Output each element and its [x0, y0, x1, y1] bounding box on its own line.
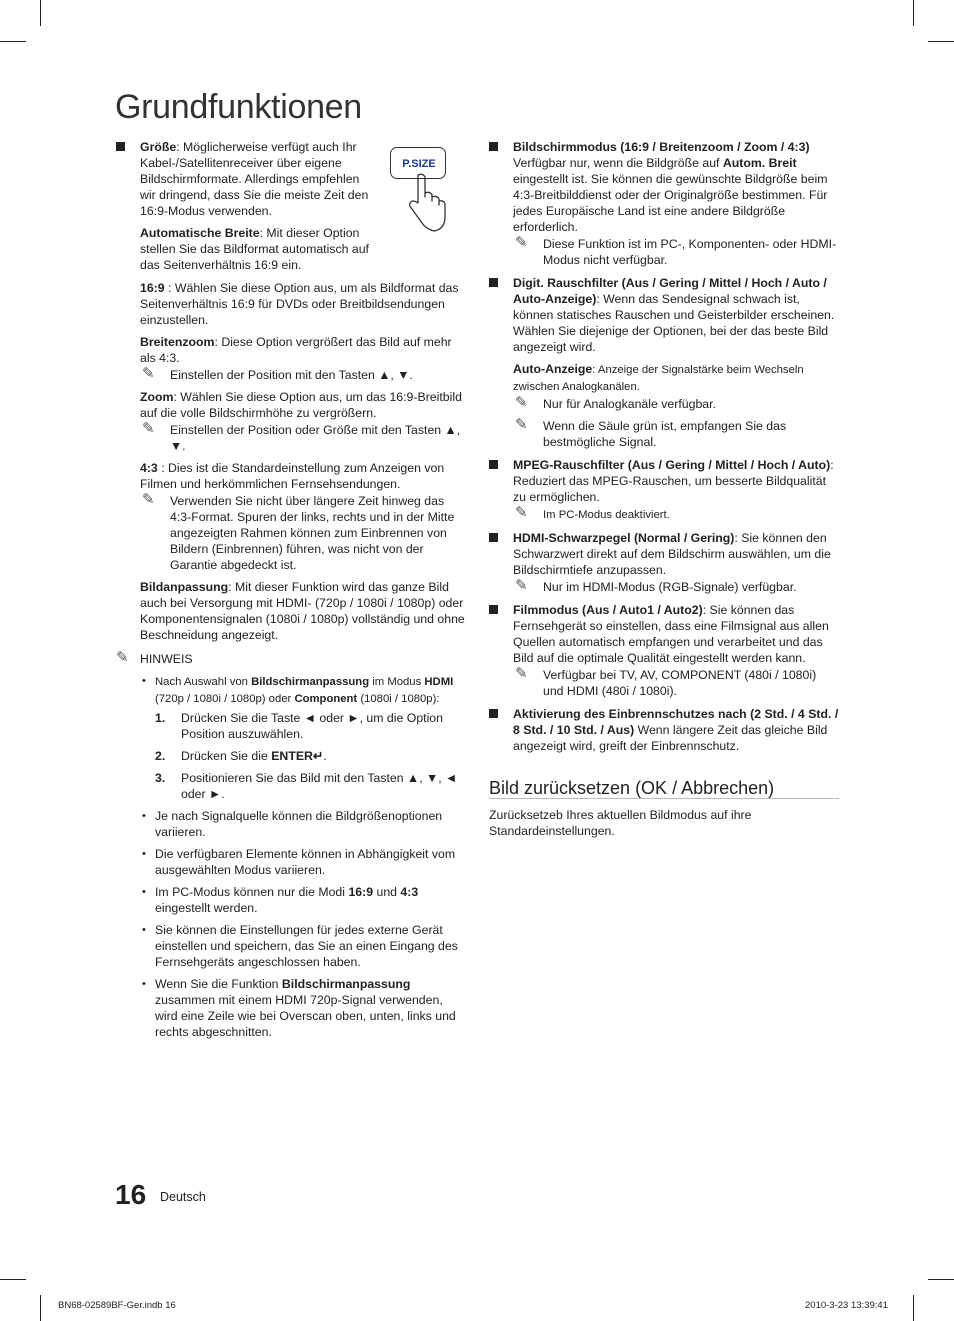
paragraph: Bildanpassung: Mit dieser Funktion wird das ganze Bild auch bei Versorgung mit HDMI- (720p / 1080i / 1080p) oder Komponentensignalen (1080i / 1080p) vollständig und ohne Beschneidung angezeigt. — [140, 580, 465, 642]
section-mpeg-rauschfilter — [489, 457, 839, 523]
paragraph: 4:3 : Dies ist die Standardeinstellung zum Anzeigen von Filmen und herkömmlichen Fernsehsendungen. — [140, 461, 445, 491]
crop-mark — [40, 0, 41, 26]
list-item: • Nach Auswahl von Bildschirmanpassung im Modus HDMI (720p / 1080i / 1080p) oder Component (1080i / 1080p): 1. Drücken Sie die Taste ◄ oder ►, um die Option Position auszuwählen. 2. Drücken Sie die ENTER↵. 3. Positionieren Sie das Bild mit den Tasten ▲, ▼, ◄ oder ►. — [140, 673, 468, 802]
square-bullet — [489, 605, 498, 614]
hinweis-heading: ✎ HINWEIS — [116, 649, 193, 666]
paragraph: Zurücksetzeb Ihres aktuellen Bildmodus auf ihre Standardeinstellungen. — [489, 808, 752, 838]
page-title: Grundfunktionen — [115, 88, 362, 126]
pencil-icon: ✎ — [515, 394, 528, 411]
dot-bullet: • — [142, 848, 146, 860]
list-item: • Je nach Signalquelle können die Bildgrößenoptionen variieren. — [142, 809, 443, 839]
pencil-icon: ✎ — [116, 649, 129, 666]
note: ✎ Einstellen der Position mit den Tasten ▲, ▼. — [142, 365, 413, 382]
paragraph: HDMI-Schwarzpegel (Normal / Gering): Sie können den Schwarzwert direkt auf dem Bildschirm auswählen, um die Bildschirmtiefe anzupassen. — [513, 531, 831, 577]
square-bullet — [489, 460, 498, 469]
paragraph: Aktivierung des Einbrennschutzes nach (2 Std. / 4 Std. / 8 Std. / 10 Std. / Aus) Wenn längere Zeit das gleiche Bild angezeigt wird, greift der Einbrennschutz. — [513, 707, 839, 753]
crop-mark — [928, 41, 954, 42]
note: ✎ Nur im HDMI-Modus (RGB-Signale) verfügbar. — [515, 577, 797, 594]
note: ✎ Nur für Analogkanäle verfügbar. — [515, 394, 716, 411]
hinweis-list — [116, 673, 468, 1040]
print-slug-left: BN68-02589BF-Ger.indb 16 — [58, 1300, 176, 1311]
crop-mark — [0, 1279, 26, 1280]
section-filmmodus — [489, 602, 839, 699]
step-1: 1. Drücken Sie die Taste ◄ oder ►, um die Option Position auszuwählen. — [155, 711, 443, 741]
step-3: 3. Positionieren Sie das Bild mit den Tasten ▲, ▼, ◄ oder ►. — [155, 771, 458, 801]
pencil-icon: ✎ — [142, 365, 155, 382]
section-hdmi-schwarzpegel — [489, 530, 839, 595]
pencil-icon: ✎ — [515, 416, 528, 433]
note: ✎ Wenn die Säule grün ist, empfangen Sie das bestmögliche Signal. — [515, 416, 787, 449]
paragraph: Größe: Möglicherweise verfügt auch Ihr Kabel-/Satellitenreceiver über eigene Bildschirmformate. Allerdings empfehlen wir dringend, dass Sie die meiste Zeit den 16:9-Modus verwenden. — [140, 140, 369, 218]
pencil-icon: ✎ — [515, 577, 528, 594]
section-groesse — [116, 139, 468, 273]
square-bullet — [116, 142, 125, 151]
square-bullet — [489, 278, 498, 287]
enter-icon: ↵ — [312, 749, 324, 763]
square-bullet — [489, 533, 498, 542]
pencil-icon: ✎ — [142, 491, 155, 508]
dot-bullet: • — [142, 886, 146, 898]
pencil-icon: ✎ — [515, 234, 528, 251]
paragraph: Bildschirmmodus (16:9 / Breitenzoom / Zoom / 4:3) Verfügbar nur, wenn die Bildgröße auf Autom. Breit eingestellt ist. Sie können die gewünschte Bildgröße beim 4:3-Breitbilddienst oder der Originalgröße bestimmen. Für jedes Europäische Land ist eine andere Bildgröße erforderlich. — [513, 140, 828, 234]
pencil-icon: ✎ — [515, 504, 528, 521]
paragraph: 16:9 : Wählen Sie diese Option aus, um als Bildformat das Seitenverhältnis 16:9 für DVDs oder Breitbildsendungen einzustellen. — [140, 281, 459, 327]
note: ✎ Einstellen der Position oder Größe mit den Tasten ▲, ▼. — [142, 420, 461, 453]
list-item: • Sie können die Einstellungen für jedes externe Gerät einstellen und speichern, das Sie an einen Eingang des Fernsehgeräts angeschlossen haben. — [142, 923, 458, 969]
square-bullet — [489, 142, 498, 151]
dot-bullet: • — [142, 675, 146, 687]
section-bildschirmmodus — [489, 139, 839, 268]
list-item: • Die verfügbaren Elemente können in Abhängigkeit vom ausgewählten Modus variieren. — [142, 847, 456, 877]
note: ✎ Diese Funktion ist im PC-, Komponenten- oder HDMI-Modus nicht verfügbar. — [515, 234, 837, 267]
section-einbrennschutz — [489, 706, 839, 754]
dot-bullet: • — [142, 978, 146, 990]
pencil-icon: ✎ — [142, 420, 155, 437]
paragraph: Filmmodus (Aus / Auto1 / Auto2): Sie können das Fernsehgerät so einstellen, dass eine Filmsignal aus allen Quellen automatisch empfangen und verarbeitet und das Bild auf die optimale Qualität eingestellt werden kann. — [513, 603, 829, 665]
paragraph: Auto-Anzeige: Anzeige der Signalstärke beim Wechseln zwischen Analogkanälen. — [513, 362, 804, 393]
paragraph: Zoom: Wählen Sie diese Option aus, um das 16:9-Breitbild auf die volle Bildschirmhöhe zu vergrößern. — [140, 390, 462, 420]
crop-mark — [928, 1279, 954, 1280]
pencil-icon: ✎ — [515, 665, 528, 682]
print-slug-right: 2010-3-23 13:39:41 — [805, 1300, 888, 1311]
note: ✎ Verwenden Sie nicht über längere Zeit hinweg das 4:3-Format. Spuren der links, rechts und in der Mitte angezeigten Rahmen können zum Einbrennen von Bildern (Einbrennen) führen, was nicht von der Garantie abgedeckt ist. — [142, 491, 455, 572]
list-item: • Im PC-Modus können nur die Modi 16:9 und 4:3 eingestellt werden. — [142, 885, 419, 915]
footer-language: Deutsch — [160, 1190, 206, 1204]
page-number: 16 — [115, 1179, 147, 1210]
paragraph: Automatische Breite: Mit dieser Option stellen Sie das Bildformat automatisch auf das Seitenverhältnis 16:9 ein. — [140, 226, 369, 272]
list-item: • Wenn Sie die Funktion Bildschirmanpassung zusammen mit einem HDMI 720p-Signal verwenden, wird eine Zeile wie bei Overscan oben, unten, links und rechts abgeschnitten. — [142, 977, 456, 1039]
step-2: 2. Drücken Sie die ENTER↵. — [155, 749, 327, 763]
crop-mark — [913, 0, 914, 26]
dot-bullet: • — [142, 924, 146, 936]
paragraph: Breitenzoom: Diese Option vergrößert das Bild auf mehr als 4:3. — [140, 335, 452, 365]
dot-bullet: • — [142, 810, 146, 822]
psize-label: P.SIZE — [402, 158, 436, 170]
section-heading-bild-zuruecksetzen: Bild zurücksetzen (OK / Abbrechen) — [489, 780, 839, 799]
right-column — [489, 139, 839, 845]
crop-mark — [913, 1295, 914, 1321]
note: ✎ Im PC-Modus deaktiviert. — [515, 504, 670, 521]
paragraph: Digit. Rauschfilter (Aus / Gering / Mittel / Hoch / Auto / Auto-Anzeige): Wenn das Sendesignal schwach ist, können statisches Rauschen und Geisterbilder erscheinen. Wählen Sie diejenige der Optionen, bei der das beste Bild angezeigt wird. — [513, 276, 835, 354]
note: ✎ Verfügbar bei TV, AV, COMPONENT (480i / 1080i) und HDMI (480i / 1080i). — [515, 665, 817, 698]
square-bullet — [489, 709, 498, 718]
size-options — [116, 280, 468, 643]
crop-mark — [0, 41, 26, 42]
paragraph: MPEG-Rauschfilter (Aus / Gering / Mittel / Hoch / Auto): Reduziert das MPEG-Rauschen, um besserte Bildqualität zu ermöglichen. — [513, 458, 834, 504]
left-column — [116, 139, 468, 1046]
section-digit-rauschfilter — [489, 275, 839, 450]
crop-mark — [40, 1295, 41, 1321]
